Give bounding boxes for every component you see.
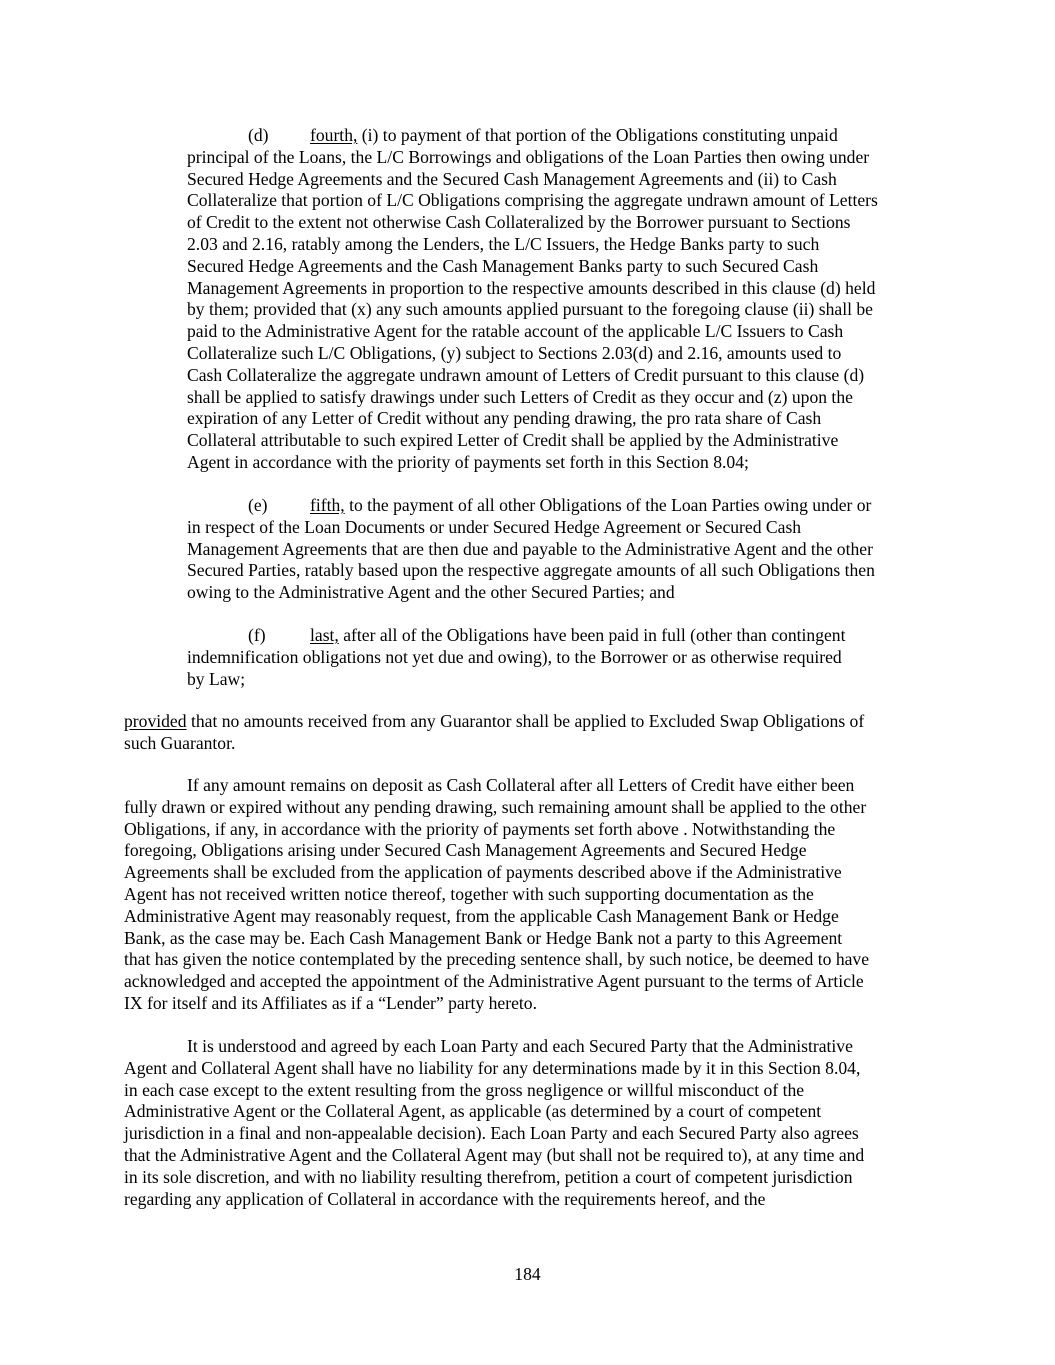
clause-e xyxy=(187,495,875,604)
clause-e-line: Management Agreements that are then due and payable to the Administrative Agent and the other xyxy=(187,538,873,559)
paragraph-line: IX for itself and its Affiliates as if a “Lender” party hereto. xyxy=(124,992,537,1013)
clause-d-line: Secured Hedge Agreements and the Secured Cash Management Agreements and (ii) to Cash xyxy=(187,168,837,189)
clause-d-line: Collateral attributable to such expired Letter of Credit shall be applied by the Administrative xyxy=(187,430,839,451)
clause-e-first-line xyxy=(248,495,875,517)
clause-d-line: Agent in accordance with the priority of payments set forth in this Section 8.04; xyxy=(187,451,749,472)
clause-d-first-line xyxy=(248,125,878,147)
clause-d xyxy=(187,125,878,474)
paragraph-line: Agent has not received written notice thereof, together with such supporting documentation as the xyxy=(124,883,814,904)
clause-d-line: shall be applied to satisfy drawings under such Letters of Credit as they occur and (z) upon the xyxy=(187,386,853,407)
clause-d-line: Secured Hedge Agreements and the Cash Management Banks party to such Secured Cash xyxy=(187,255,819,276)
clause-e-line: Secured Parties, ratably based upon the respective aggregate amounts of all such Obligations then xyxy=(187,560,875,581)
paragraph-line: jurisdiction in a final and non-appealable decision). Each Loan Party and each Secured Party also agrees xyxy=(124,1123,859,1144)
clause-d-line: Collateralize such L/C Obligations, (y) subject to Sections 2.03(d) and 2.16, amounts used to xyxy=(187,342,842,363)
page-number: 184 xyxy=(514,1264,541,1284)
paragraph-line: Agreements shall be excluded from the application of payments described above if the Administrative xyxy=(124,862,842,883)
clause-e-label: (e) xyxy=(248,495,268,515)
paragraph-line: It is understood and agreed by each Loan Party and each Secured Party that the Administrative xyxy=(187,1036,853,1056)
paragraph-line: Obligations, if any, in accordance with the priority of payments set forth above . Notwithstanding the xyxy=(124,818,836,839)
paragraph-line: Administrative Agent may reasonably request, from the applicable Cash Management Bank or Hedge xyxy=(124,905,839,926)
paragraph-line: regarding any application of Collateral in accordance with the requirements hereof, and the xyxy=(124,1188,766,1209)
paragraph-line: Agent and Collateral Agent shall have no liability for any determinations made by it in this Section 8.04, xyxy=(124,1057,861,1078)
clause-d-line: (i) to payment of that portion of the Obligations constituting unpaid xyxy=(357,125,838,145)
paragraph-line: that the Administrative Agent and the Collateral Agent may (but shall not be required to), at any time and xyxy=(124,1144,865,1165)
paragraph-line: acknowledged and accepted the appointment of the Administrative Agent pursuant to the terms of Article xyxy=(124,971,864,992)
clause-d-line: principal of the Loans, the L/C Borrowings and obligations of the Loan Parties then owing under xyxy=(187,146,870,167)
clause-f-label: (f) xyxy=(248,625,266,645)
clause-d-line: by them; provided that (x) any such amounts applied pursuant to the foregoing clause (ii) shall be xyxy=(187,299,873,320)
clause-f-first-line xyxy=(248,625,845,647)
paragraph-line: fully drawn or expired without any pending drawing, such remaining amount shall be applied to the other xyxy=(124,796,867,817)
clause-e-keyword: fifth, xyxy=(310,495,345,515)
clause-e-line: owing to the Administrative Agent and the other Secured Parties; and xyxy=(187,582,675,603)
clause-f-line: indemnification obligations not yet due and owing), to the Borrower or as otherwise required xyxy=(187,646,842,667)
clause-d-label: (d) xyxy=(248,125,269,145)
proviso-paragraph xyxy=(124,711,864,755)
clause-d-line: Collateralize that portion of L/C Obligations comprising the aggregate undrawn amount of Letters xyxy=(187,190,878,211)
paragraph-line: If any amount remains on deposit as Cash Collateral after all Letters of Credit have either been xyxy=(187,775,855,795)
paragraph-line: foregoing, Obligations arising under Secured Cash Management Agreements and Secured Hedge xyxy=(124,840,807,861)
clause-d-line: 2.03 and 2.16, ratably among the Lenders, the L/C Issuers, the Hedge Banks party to such xyxy=(187,233,820,254)
paragraph-line: Bank, as the case may be. Each Cash Management Bank or Hedge Bank not a party to this Agreement xyxy=(124,927,843,948)
paragraph-line: Administrative Agent or the Collateral Agent, as applicable (as determined by a court of competent xyxy=(124,1101,822,1122)
understood-paragraph xyxy=(124,1036,864,1210)
clause-f-line: by Law; xyxy=(187,668,246,689)
clause-f-line: after all of the Obligations have been paid in full (other than contingent xyxy=(338,625,846,645)
clause-f-keyword: last, xyxy=(310,625,339,645)
clause-d-line: Cash Collateralize the aggregate undrawn amount of Letters of Credit pursuant to this clause (d) xyxy=(187,364,865,385)
clause-d-keyword: fourth, xyxy=(310,125,358,145)
clause-e-line: in respect of the Loan Documents or under Secured Hedge Agreement or Secured Cash xyxy=(187,516,802,537)
proviso-first-line xyxy=(124,711,864,733)
proviso-keyword: provided xyxy=(124,711,187,731)
clause-d-line: expiration of any Letter of Credit without any pending drawing, the pro rata share of Cash xyxy=(187,408,822,429)
clause-d-line: of Credit to the extent not otherwise Cash Collateralized by the Borrower pursuant to Sections xyxy=(187,212,851,233)
cash-collateral-paragraph xyxy=(124,775,869,1015)
paragraph-line: in each case except to the extent resulting from the gross negligence or willful misconduct of the xyxy=(124,1079,805,1100)
proviso-line: such Guarantor. xyxy=(124,732,236,753)
clause-d-line: paid to the Administrative Agent for the ratable account of the applicable L/C Issuers to Cash xyxy=(187,321,844,342)
clause-e-line: to the payment of all other Obligations of the Loan Parties owing under or xyxy=(344,495,872,515)
paragraph-line: in its sole discretion, and with no liability resulting therefrom, petition a court of competent jurisdiction xyxy=(124,1166,853,1187)
proviso-line: that no amounts received from any Guarantor shall be applied to Excluded Swap Obligations of xyxy=(186,711,865,731)
clause-f xyxy=(187,625,845,690)
clause-d-line: Management Agreements in proportion to the respective amounts described in this clause (d) held xyxy=(187,277,876,298)
paragraph-line: that has given the notice contemplated by the preceding sentence shall, by such notice, be deemed to have xyxy=(124,949,870,970)
